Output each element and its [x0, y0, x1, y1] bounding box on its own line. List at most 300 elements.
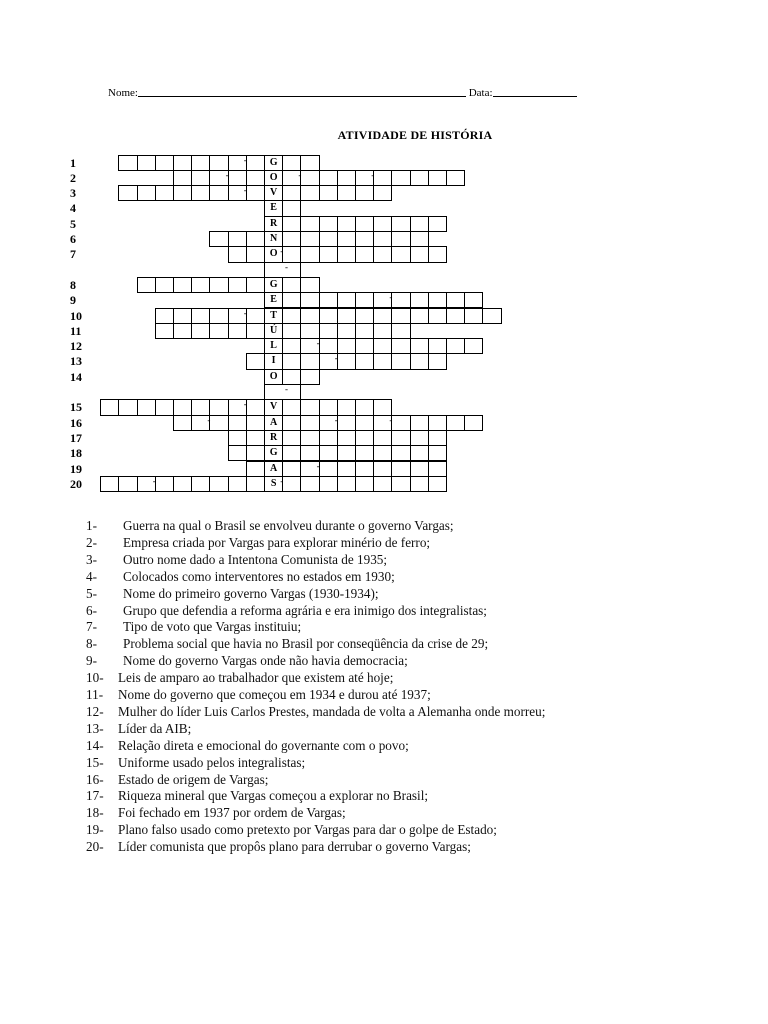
answer-cell[interactable]: [137, 277, 156, 293]
row-number: 13: [70, 354, 82, 369]
date-label: Data:: [468, 87, 493, 99]
hyphen-mark: -: [371, 169, 375, 180]
hyphen-mark: -: [225, 169, 229, 180]
answer-cell[interactable]: [155, 399, 174, 415]
clue-text: Outro nome dado a Intentona Comunista de 1935;: [123, 551, 388, 567]
answer-cell[interactable]: [173, 155, 192, 171]
answer-cell[interactable]: [337, 323, 356, 339]
answer-cell[interactable]: [355, 231, 374, 247]
key-letter-cell: R: [264, 430, 283, 446]
name-blank-line[interactable]: [138, 86, 466, 97]
answer-cell[interactable]: [337, 445, 356, 461]
answer-cell[interactable]: [373, 170, 392, 186]
answer-cell[interactable]: [300, 231, 319, 247]
key-letter-cell: E: [264, 292, 283, 308]
answer-cell[interactable]: [464, 292, 483, 308]
answer-cell[interactable]: [300, 277, 319, 293]
answer-cell[interactable]: [300, 185, 319, 201]
answer-cell[interactable]: [209, 231, 228, 247]
row-number: 9: [70, 293, 76, 308]
answer-cell[interactable]: [355, 338, 374, 354]
clue-text: Estado de origem de Vargas;: [118, 771, 269, 787]
clue-text: Problema social que havia no Brasil por conseqüência da crise de 29;: [123, 636, 489, 652]
answer-cell[interactable]: [355, 415, 374, 431]
clue-text: Tipo de voto que Vargas instituiu;: [123, 619, 302, 635]
answer-cell[interactable]: [155, 155, 174, 171]
answer-cell[interactable]: [410, 246, 429, 262]
answer-cell[interactable]: [337, 216, 356, 232]
clue-text: Riqueza mineral que Vargas começou a explorar no Brasil;: [118, 788, 429, 804]
row-number: 8: [70, 277, 76, 292]
answer-cell[interactable]: [155, 277, 174, 293]
answer-cell[interactable]: [246, 476, 265, 492]
answer-cell[interactable]: [191, 476, 210, 492]
answer-cell[interactable]: [246, 430, 265, 446]
word-separator: [264, 262, 301, 277]
hyphen-mark: -: [334, 353, 338, 364]
answer-cell[interactable]: [152, 475, 174, 492]
key-letter-cell: G: [264, 277, 283, 293]
answer-cell[interactable]: [246, 170, 265, 186]
answer-cell[interactable]: [319, 231, 338, 247]
answer-cell[interactable]: [428, 216, 447, 232]
hyphen-mark: -: [243, 154, 247, 165]
answer-cell[interactable]: [300, 445, 319, 461]
answer-cell[interactable]: [209, 415, 228, 431]
answer-cell[interactable]: [355, 216, 374, 232]
answer-cell[interactable]: [118, 155, 137, 171]
clue-text: Empresa criada por Vargas para explorar minério de ferro;: [123, 534, 431, 550]
answer-cell[interactable]: [282, 338, 301, 354]
answer-cell[interactable]: [337, 308, 356, 324]
answer-cell[interactable]: [228, 323, 247, 339]
row-number: 11: [70, 323, 82, 338]
answer-cell[interactable]: [446, 415, 465, 431]
answer-cell[interactable]: [391, 308, 410, 324]
answer-cell[interactable]: [373, 476, 392, 492]
answer-cell[interactable]: [373, 185, 392, 201]
answer-cell[interactable]: [446, 170, 465, 186]
answer-cell[interactable]: [316, 460, 338, 477]
answer-cell[interactable]: [355, 323, 374, 339]
answer-cell[interactable]: [246, 277, 265, 293]
key-letter-cell: O: [264, 369, 283, 385]
key-letter-cell: I: [264, 353, 283, 369]
answer-cell[interactable]: [410, 338, 429, 354]
key-letter-cell: S: [264, 476, 283, 492]
answer-cell[interactable]: [243, 307, 265, 324]
answer-cell[interactable]: [428, 338, 447, 354]
clue-text: Leis de amparo ao trabalhador que existem até hoje;: [118, 670, 394, 686]
hyphen-mark: -: [243, 307, 247, 318]
answer-cell[interactable]: [300, 476, 319, 492]
answer-cell[interactable]: [428, 445, 447, 461]
answer-cell[interactable]: [155, 308, 174, 324]
hyphen-mark: -: [243, 185, 247, 196]
row-number: 4: [70, 201, 76, 216]
answer-cell[interactable]: [391, 231, 410, 247]
answer-cell[interactable]: [118, 476, 137, 492]
answer-cell[interactable]: [243, 185, 265, 201]
answer-cell[interactable]: [410, 231, 429, 247]
answer-cell[interactable]: [428, 415, 447, 431]
answer-cell[interactable]: [282, 461, 301, 477]
answer-cell[interactable]: [410, 353, 429, 369]
answer-cell[interactable]: [355, 292, 374, 308]
answer-cell[interactable]: [191, 399, 210, 415]
answer-cell[interactable]: [410, 415, 429, 431]
answer-cell[interactable]: [282, 369, 301, 385]
clue-text: Líder comunista que propôs plano para derrubar o governo Vargas;: [118, 839, 471, 855]
answer-cell[interactable]: [373, 445, 392, 461]
clue-item: [86, 839, 471, 855]
answer-cell[interactable]: [355, 399, 374, 415]
answer-cell[interactable]: [373, 246, 392, 262]
hyphen-mark: -: [334, 414, 338, 425]
answer-cell[interactable]: [410, 476, 429, 492]
answer-cell[interactable]: [319, 185, 338, 201]
answer-cell[interactable]: [373, 323, 392, 339]
clue-number: 3-: [86, 551, 97, 567]
answer-cell[interactable]: [373, 461, 392, 477]
answer-cell[interactable]: [282, 445, 301, 461]
answer-cell[interactable]: [137, 155, 156, 171]
answer-cell[interactable]: [319, 308, 338, 324]
answer-cell[interactable]: [319, 170, 338, 186]
answer-cell[interactable]: [300, 246, 319, 262]
answer-cell[interactable]: [300, 369, 319, 385]
answer-cell[interactable]: [428, 461, 447, 477]
answer-cell[interactable]: [282, 308, 301, 324]
clue-text: Guerra na qual o Brasil se envolveu durante o governo Vargas;: [123, 518, 454, 533]
answer-cell[interactable]: [428, 170, 447, 186]
answer-cell[interactable]: [228, 445, 247, 461]
clue-text: Uniforme usado pelos integralistas;: [118, 754, 306, 770]
answer-cell[interactable]: [282, 292, 301, 308]
answer-cell[interactable]: [334, 353, 356, 369]
answer-cell[interactable]: [337, 461, 356, 477]
answer-cell[interactable]: [391, 353, 410, 369]
answer-cell[interactable]: [391, 323, 410, 339]
answer-cell[interactable]: [155, 323, 174, 339]
hyphen-mark: -: [152, 475, 156, 486]
answer-cell[interactable]: [446, 308, 465, 324]
answer-cell[interactable]: [391, 246, 410, 262]
answer-cell[interactable]: [173, 415, 192, 431]
answer-cell[interactable]: [319, 246, 338, 262]
answer-cell[interactable]: [300, 353, 319, 369]
answer-cell[interactable]: [391, 216, 410, 232]
answer-cell[interactable]: [191, 170, 210, 186]
answer-cell[interactable]: [228, 277, 247, 293]
key-letter-cell: R: [264, 216, 283, 232]
answer-cell[interactable]: [155, 185, 174, 201]
answer-cell[interactable]: [355, 445, 374, 461]
answer-cell[interactable]: [355, 308, 374, 324]
clue-number: 5-: [86, 585, 97, 601]
answer-cell[interactable]: [355, 461, 374, 477]
clue-item: [86, 619, 302, 635]
answer-cell[interactable]: [246, 323, 265, 339]
answer-cell[interactable]: [355, 185, 374, 201]
clue-text: Grupo que defendia a reforma agrária e era inimigo dos integralistas;: [123, 602, 487, 618]
hyphen-mark: -: [316, 460, 320, 471]
answer-cell[interactable]: [428, 292, 447, 308]
answer-cell[interactable]: [319, 323, 338, 339]
row-number: 5: [70, 216, 76, 231]
answer-cell[interactable]: [209, 323, 228, 339]
answer-cell[interactable]: [173, 277, 192, 293]
answer-cell[interactable]: [228, 430, 247, 446]
answer-cell[interactable]: [355, 246, 374, 262]
clue-item: [86, 771, 269, 788]
answer-cell[interactable]: [282, 155, 301, 171]
answer-cell[interactable]: [282, 246, 301, 262]
answer-cell[interactable]: [191, 185, 210, 201]
row-number: 3: [70, 186, 76, 201]
clue-item: [86, 653, 408, 669]
answer-cell[interactable]: [246, 415, 265, 431]
answer-cell[interactable]: [173, 185, 192, 201]
answer-cell[interactable]: [410, 461, 429, 477]
answer-cell[interactable]: [300, 216, 319, 232]
answer-cell[interactable]: [173, 170, 192, 186]
answer-cell[interactable]: [118, 399, 137, 415]
answer-cell[interactable]: [282, 476, 301, 492]
answer-cell[interactable]: [300, 308, 319, 324]
answer-cell[interactable]: [334, 414, 356, 431]
answer-cell[interactable]: [246, 445, 265, 461]
answer-cell[interactable]: [428, 476, 447, 492]
answer-cell[interactable]: [316, 338, 338, 354]
answer-cell[interactable]: [282, 415, 301, 431]
clue-item: [86, 636, 489, 652]
answer-cell[interactable]: [373, 308, 392, 324]
hyphen-mark: -: [389, 414, 393, 425]
answer-cell[interactable]: [173, 399, 192, 415]
answer-cell[interactable]: [337, 185, 356, 201]
clue-text: Líder da AIB;: [118, 720, 192, 736]
answer-cell[interactable]: [373, 216, 392, 232]
answer-cell[interactable]: [337, 338, 356, 354]
answer-cell[interactable]: [355, 430, 374, 446]
answer-cell[interactable]: [191, 323, 210, 339]
clue-number: 10-: [86, 670, 104, 686]
answer-cell[interactable]: [410, 445, 429, 461]
clue-text: Relação direta e emocional do governante com o povo;: [118, 737, 409, 753]
answer-cell[interactable]: [337, 246, 356, 262]
clue-item: [86, 518, 454, 534]
answer-cell[interactable]: [228, 476, 247, 492]
answer-cell[interactable]: [355, 353, 374, 369]
answer-cell[interactable]: [243, 154, 265, 171]
row-number: 12: [70, 339, 82, 354]
answer-cell[interactable]: [209, 155, 228, 171]
clue-number: 20-: [86, 839, 104, 855]
answer-cell[interactable]: [391, 292, 410, 308]
answer-cell[interactable]: [391, 170, 410, 186]
answer-cell[interactable]: [391, 430, 410, 446]
answer-cell[interactable]: [464, 338, 483, 354]
hyphen-mark: -: [280, 475, 284, 486]
answer-cell[interactable]: [300, 415, 319, 431]
clue-text: Mulher do líder Luis Carlos Prestes, mandada de volta a Alemanha onde morreu;: [118, 703, 546, 719]
answer-cell[interactable]: [225, 169, 247, 186]
answer-cell[interactable]: [209, 277, 228, 293]
row-number: 15: [70, 400, 82, 415]
answer-cell[interactable]: [282, 277, 301, 293]
clue-number: 8-: [86, 636, 97, 652]
answer-cell[interactable]: [246, 353, 265, 369]
answer-cell[interactable]: [282, 216, 301, 232]
key-letter-cell: O: [264, 170, 283, 186]
answer-cell[interactable]: [243, 399, 265, 415]
answer-cell[interactable]: [137, 399, 156, 415]
answer-cell[interactable]: [300, 170, 319, 186]
clue-item: [86, 822, 497, 838]
answer-cell[interactable]: [228, 231, 247, 247]
answer-cell[interactable]: [282, 399, 301, 415]
clue-number: 4-: [86, 568, 97, 584]
answer-cell[interactable]: [410, 430, 429, 446]
answer-cell[interactable]: [137, 185, 156, 201]
answer-cell[interactable]: [446, 338, 465, 354]
answer-cell[interactable]: [428, 308, 447, 324]
answer-cell[interactable]: [319, 399, 338, 415]
hyphen-mark: -: [389, 292, 393, 303]
answer-cell[interactable]: [282, 323, 301, 339]
clue-number: 7-: [86, 619, 97, 635]
key-letter-cell: G: [264, 445, 283, 461]
answer-cell[interactable]: [428, 246, 447, 262]
clue-item: [86, 687, 431, 703]
answer-cell[interactable]: [446, 292, 465, 308]
row-number: 10: [70, 308, 82, 323]
answer-cell[interactable]: [373, 399, 392, 415]
answer-cell[interactable]: [246, 246, 265, 262]
clue-number: 9-: [86, 653, 97, 669]
answer-cell[interactable]: [464, 308, 483, 324]
answer-cell[interactable]: [209, 185, 228, 201]
answer-cell[interactable]: [319, 430, 338, 446]
key-letter-cell: O: [264, 246, 283, 262]
key-letter-cell: N: [264, 231, 283, 247]
answer-cell[interactable]: [282, 200, 301, 216]
clue-number: 1-: [86, 518, 97, 533]
clue-item: [86, 534, 431, 551]
answer-cell[interactable]: [300, 430, 319, 446]
answer-cell[interactable]: [410, 170, 429, 186]
clue-item: [86, 754, 306, 771]
answer-cell[interactable]: [282, 353, 301, 369]
answer-cell[interactable]: [319, 292, 338, 308]
answer-cell[interactable]: [246, 461, 265, 477]
answer-cell[interactable]: [300, 155, 319, 171]
answer-cell[interactable]: [228, 415, 247, 431]
answer-cell[interactable]: [209, 476, 228, 492]
answer-cell[interactable]: [337, 476, 356, 492]
row-number: 19: [70, 461, 82, 476]
answer-cell[interactable]: [209, 399, 228, 415]
clue-number: 14-: [86, 737, 104, 753]
answer-cell[interactable]: [300, 292, 319, 308]
hyphen-mark: -: [280, 246, 284, 257]
answer-cell[interactable]: [373, 338, 392, 354]
answer-cell[interactable]: [319, 216, 338, 232]
clue-text: Nome do primeiro governo Vargas (1930-1934);: [123, 585, 379, 601]
clue-number: 2-: [86, 534, 97, 550]
answer-cell[interactable]: [191, 308, 210, 324]
row-number: 16: [70, 415, 82, 430]
hyphen-mark: -: [285, 261, 288, 272]
answer-cell[interactable]: [228, 246, 247, 262]
answer-cell[interactable]: [173, 308, 192, 324]
answer-cell[interactable]: [391, 338, 410, 354]
answer-cell[interactable]: [100, 399, 119, 415]
answer-cell[interactable]: [410, 216, 429, 232]
answer-cell[interactable]: [300, 399, 319, 415]
hyphen-mark: -: [207, 414, 211, 425]
word-separator: [264, 384, 301, 399]
clue-number: 13-: [86, 720, 104, 736]
answer-cell[interactable]: [373, 231, 392, 247]
answer-cell[interactable]: [100, 476, 119, 492]
answer-cell[interactable]: [337, 430, 356, 446]
answer-cell[interactable]: [464, 415, 483, 431]
answer-cell[interactable]: [118, 185, 137, 201]
answer-cell[interactable]: [191, 155, 210, 171]
answer-cell[interactable]: [428, 353, 447, 369]
answer-cell[interactable]: [191, 277, 210, 293]
answer-cell[interactable]: [300, 323, 319, 339]
clue-item: [86, 568, 395, 585]
answer-cell[interactable]: [428, 430, 447, 446]
answer-cell[interactable]: [337, 170, 356, 186]
answer-cell[interactable]: [319, 476, 338, 492]
answer-cell[interactable]: [373, 430, 392, 446]
hyphen-mark: -: [298, 169, 302, 180]
answer-cell[interactable]: [410, 292, 429, 308]
answer-cell[interactable]: [282, 231, 301, 247]
answer-cell[interactable]: [410, 308, 429, 324]
date-blank-line[interactable]: [493, 86, 577, 97]
answer-cell[interactable]: [209, 308, 228, 324]
answer-cell[interactable]: [282, 185, 301, 201]
answer-cell[interactable]: [173, 476, 192, 492]
answer-cell[interactable]: [246, 231, 265, 247]
answer-cell[interactable]: [337, 399, 356, 415]
answer-cell[interactable]: [282, 430, 301, 446]
hyphen-mark: -: [316, 338, 320, 349]
clue-text: Plano falso usado como pretexto por Vargas para dar o golpe de Estado;: [118, 822, 497, 838]
answer-cell[interactable]: [373, 353, 392, 369]
answer-cell[interactable]: [391, 445, 410, 461]
clue-number: 11-: [86, 687, 104, 702]
key-letter-cell: A: [264, 415, 283, 431]
answer-cell[interactable]: [391, 415, 410, 431]
answer-cell[interactable]: [319, 445, 338, 461]
answer-cell[interactable]: [337, 292, 356, 308]
key-letter-cell: V: [264, 185, 283, 201]
answer-cell[interactable]: [173, 323, 192, 339]
answer-cell[interactable]: [482, 308, 501, 324]
answer-cell[interactable]: [355, 476, 374, 492]
clue-text: Nome do governo Vargas onde não havia democracia;: [123, 653, 408, 669]
answer-cell[interactable]: [337, 231, 356, 247]
answer-cell[interactable]: [391, 476, 410, 492]
row-number: 18: [70, 446, 82, 461]
answer-cell[interactable]: [391, 461, 410, 477]
